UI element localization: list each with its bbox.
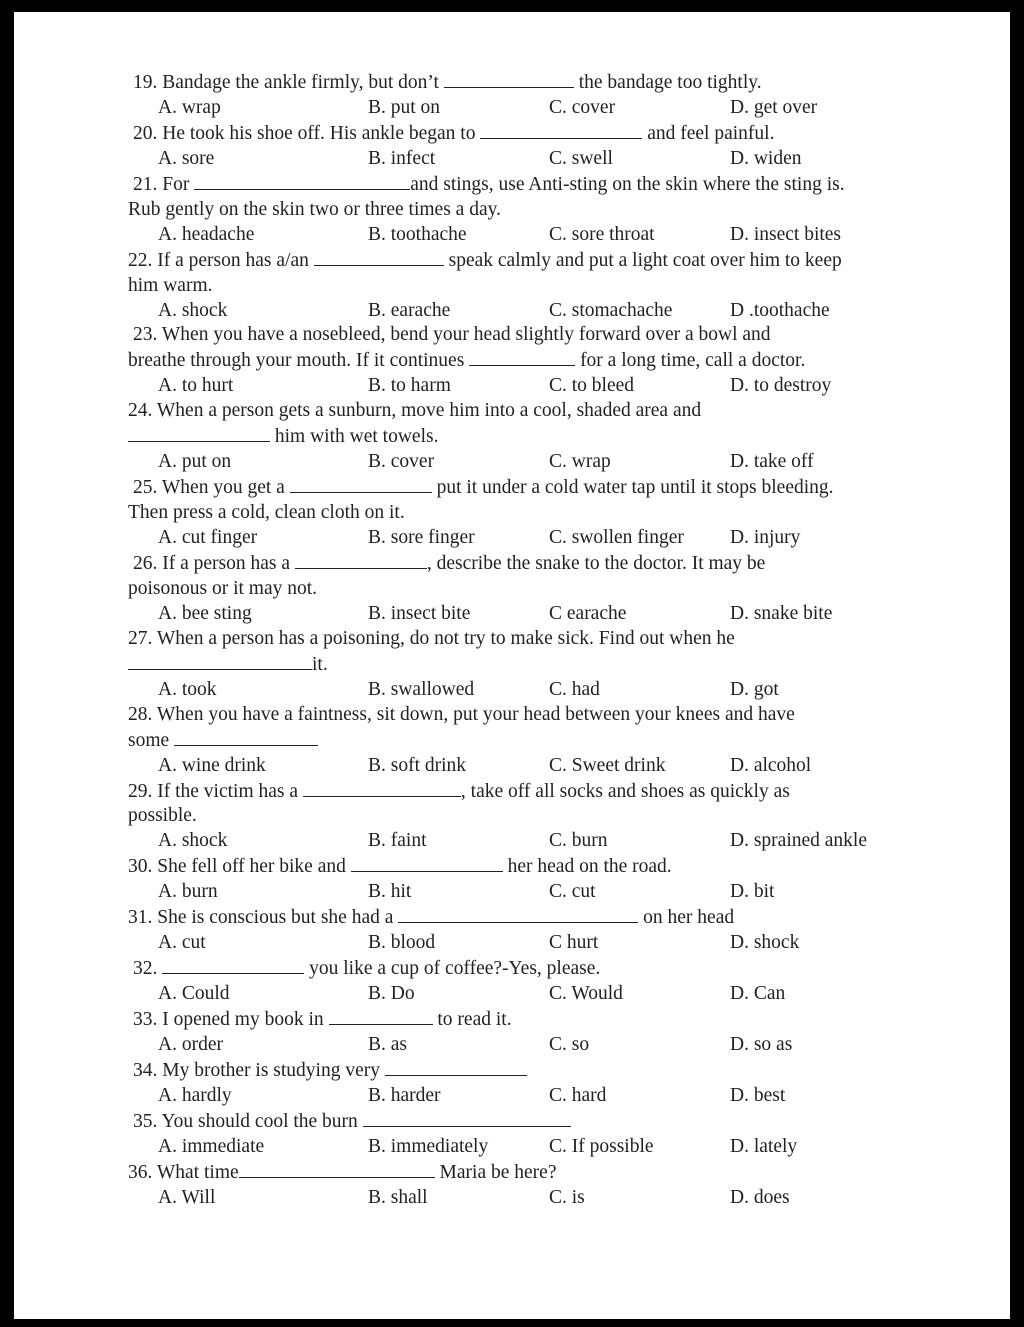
answer-blank[interactable] [363,1109,571,1127]
question-text: , take off all socks and shoes as quickly as [460,780,790,802]
question-33 [128,1007,928,1058]
question-22 [128,248,928,324]
question-20 [128,121,928,172]
question-list [128,70,928,1211]
question-21 [128,172,928,248]
question-text-line [128,1007,928,1033]
answer-option-a[interactable]: A. to hurt [158,375,234,397]
question-24 [128,399,928,475]
answer-blank[interactable] [174,728,318,746]
answer-option-c[interactable]: C. Sweet drink [549,754,666,776]
answer-option-b[interactable]: B. blood [368,932,436,954]
answer-option-d[interactable]: D. injury [730,527,801,549]
answer-option-a[interactable]: A. took [158,678,217,700]
question-36 [128,1160,928,1211]
question-text-line [128,703,928,728]
answer-options [128,147,928,172]
question-text-line [128,728,928,754]
answer-option-b[interactable]: B. immediately [368,1135,489,1157]
answer-blank[interactable] [162,956,304,974]
answer-blank[interactable] [469,348,575,366]
question-text: her head on the road. [502,856,672,878]
question-text: him warm. [128,274,213,296]
answer-options [128,678,928,703]
answer-option-a[interactable]: A. immediate [158,1135,265,1157]
answer-option-a[interactable]: A. shock [158,299,228,321]
answer-blank[interactable] [329,1007,433,1025]
answer-option-d[interactable]: D. take off [730,451,814,473]
question-text: and feel painful. [642,122,775,144]
answer-option-b[interactable]: B. put on [368,96,441,118]
answer-blank[interactable] [303,779,461,797]
question-text: on her head [638,907,735,929]
answer-option-a[interactable]: A. wrap [158,96,221,118]
answer-blank[interactable] [351,854,503,872]
question-text: speak calmly and put a light coat over him to keep [443,249,842,271]
answer-options [128,450,928,475]
question-text-line [128,274,928,299]
answer-option-c[interactable]: C. had [549,678,600,700]
answer-option-c[interactable]: C. so [549,1034,590,1055]
question-text: 32. [133,958,163,980]
answer-options [128,880,928,905]
answer-option-d[interactable]: D. lately [730,1135,798,1157]
question-text-line [128,779,928,805]
answer-option-c[interactable]: C. is [549,1186,585,1208]
question-text: 23. When you have a nosebleed, bend your head slightly forward over a bowl and [133,324,771,346]
question-text-line [128,652,928,678]
answer-option-b[interactable]: B. soft drink [368,754,467,776]
answer-options [128,223,928,248]
question-text: poisonous or it may not. [128,577,318,599]
answer-option-d[interactable]: D. get over [730,96,818,118]
answer-option-c[interactable]: C hurt [549,932,599,954]
answer-option-c[interactable]: C. Would [549,983,623,1005]
answer-option-a[interactable]: A. wine drink [158,754,266,776]
answer-option-c[interactable]: C. to bleed [549,375,635,397]
question-text: breathe through your mouth. If it continues [128,350,470,372]
question-text-line [128,905,928,931]
answer-option-d[interactable]: D. to destroy [730,375,832,397]
answer-option-d[interactable]: D. insect bites [730,223,842,245]
question-text: 22. If a person has a/an [128,249,314,271]
question-text-line [128,424,928,450]
question-text: for a long time, call a doctor. [575,350,806,372]
question-23 [128,323,928,399]
answer-option-c[interactable]: C. If possible [549,1135,654,1157]
question-text-line [128,551,928,577]
answer-option-b[interactable]: B. hit [368,881,412,903]
answer-option-c[interactable]: C. cover [549,96,616,118]
question-text: 24. When a person gets a sunburn, move him into a cool, shaded area and [128,400,702,422]
answer-blank[interactable] [128,424,270,442]
worksheet-page [14,12,1010,1319]
question-text-line [128,475,928,501]
answer-option-b[interactable]: B. insect bite [368,602,471,624]
answer-option-b[interactable]: B. harder [368,1084,441,1106]
question-text: 34. My brother is studying very [133,1059,385,1081]
question-text-line [128,70,928,96]
answer-options [128,1186,928,1211]
question-text-line [128,1058,928,1084]
question-text: 35. You should cool the burn [133,1110,363,1132]
answer-option-a[interactable]: A. burn [158,881,218,903]
answer-option-c[interactable]: C. sore throat [549,223,655,245]
answer-option-b[interactable]: B. sore finger [368,527,475,549]
question-text: possible. [128,805,197,827]
question-text: , describe the snake to the doctor. It may be [426,553,766,574]
answer-option-c[interactable]: C. cut [549,881,596,903]
answer-blank[interactable] [194,172,410,190]
answer-blank[interactable] [385,1058,527,1076]
question-text: 33. I opened my book in [133,1009,329,1031]
question-text-line [128,399,928,424]
answer-options [128,602,928,627]
question-34 [128,1058,928,1109]
question-text: 29. If the victim has a [128,780,303,802]
question-text-line [128,627,928,652]
answer-options [128,1084,928,1109]
question-text: 28. When you have a faintness, sit down, put your head between your knees and have [128,703,795,725]
answer-option-d[interactable]: D. alcohol [730,754,812,776]
question-26 [128,551,928,627]
answer-option-a[interactable]: A. order [158,1034,223,1055]
question-32 [128,956,928,1007]
answer-option-b[interactable]: B. to harm [368,375,451,397]
answer-option-b[interactable]: B. earache [368,299,451,321]
question-text-line [128,956,928,982]
question-30 [128,854,928,905]
answer-option-d[interactable]: D .toothache [730,299,830,321]
question-text: and stings, use Anti-sting on the skin where the sting is. [410,173,845,195]
answer-options [128,526,928,551]
question-text-line [128,1109,928,1135]
answer-option-c[interactable]: C. wrap [549,451,611,473]
answer-option-a[interactable]: A. shock [158,830,228,852]
question-text: 31. She is conscious but she had a [128,907,399,929]
answer-options [128,754,928,779]
question-28 [128,703,928,779]
answer-option-a[interactable]: A. bee sting [158,602,252,624]
answer-option-c[interactable]: C. stomachache [549,299,673,321]
question-text: put it under a cold water tap until it stops bleeding. [431,477,834,499]
question-text-line [128,854,928,880]
answer-option-d[interactable]: D. sprained ankle [730,830,867,852]
question-text: 20. He took his shoe off. His ankle began to [133,122,481,144]
question-text: it. [312,653,328,675]
answer-option-d[interactable]: D. got [730,678,779,700]
answer-options [128,96,928,121]
answer-option-c[interactable]: C. swell [549,147,613,169]
answer-option-d[interactable]: D. snake bite [730,602,833,624]
question-text-line [128,121,928,147]
question-text: 27. When a person has a poisoning, do not try to make sick. Find out when he [128,627,735,649]
answer-blank[interactable] [314,248,444,266]
question-27 [128,627,928,703]
question-text: 26. If a person has a [133,553,295,574]
answer-option-c[interactable]: C. hard [549,1084,607,1106]
question-text-line [128,198,928,223]
question-text: 19. Bandage the ankle firmly, but don’t [133,72,444,93]
answer-option-d[interactable]: D. best [730,1084,786,1106]
question-text-line [128,172,928,198]
answer-option-a[interactable]: A. cut finger [158,527,258,549]
answer-options [128,1033,928,1058]
question-text-line [128,577,928,602]
question-text: Maria be here? [434,1161,557,1183]
answer-options [128,829,928,854]
answer-options [128,931,928,956]
answer-options [128,374,928,399]
answer-option-a[interactable]: A. sore [158,147,215,169]
answer-blank[interactable] [290,475,432,493]
answer-option-d[interactable]: D. shock [730,932,800,954]
question-text: 25. When you get a [133,477,290,499]
question-text: 30. She fell off her bike and [128,856,351,878]
answer-option-c[interactable]: C earache [549,602,627,624]
question-text-line [128,804,928,829]
answer-option-a[interactable]: A. headache [158,223,255,245]
answer-blank[interactable] [398,905,638,923]
question-text: to read it. [432,1009,512,1031]
answer-options [128,982,928,1007]
question-35 [128,1109,928,1160]
answer-option-b[interactable]: B. cover [368,451,435,473]
question-text: some [128,729,175,751]
question-text-line [128,501,928,526]
answer-option-b[interactable]: B. swallowed [368,678,475,700]
question-19 [128,70,928,121]
answer-option-b[interactable]: B. faint [368,830,427,852]
question-text: him with wet towels. [270,426,439,448]
question-25 [128,475,928,551]
answer-option-d[interactable]: D. widen [730,147,802,169]
answer-option-c[interactable]: C. burn [549,830,608,852]
question-text-line [128,248,928,274]
question-text-line [128,348,928,374]
answer-option-a[interactable]: A. Will [158,1186,216,1208]
answer-option-d[interactable]: D. Can [730,983,786,1005]
answer-option-b[interactable]: B. Do [368,983,415,1005]
answer-option-b[interactable]: B. infect [368,147,436,169]
answer-blank[interactable] [444,70,574,88]
question-text: 36. What time [128,1161,239,1183]
answer-option-c[interactable]: C. swollen finger [549,527,684,549]
question-text-line [128,323,928,348]
question-text: you like a cup of coffee?-Yes, please. [304,958,601,980]
question-text: the bandage too tightly. [573,72,762,93]
answer-option-a[interactable]: A. cut [158,932,206,954]
answer-option-d[interactable]: D. so as [730,1034,793,1055]
question-text-line [128,1160,928,1186]
answer-option-a[interactable]: A. hardly [158,1084,232,1106]
answer-option-a[interactable]: A. put on [158,451,232,473]
answer-blank[interactable] [239,1160,435,1178]
answer-blank[interactable] [480,121,642,139]
question-text: 21. For [133,173,195,195]
question-29 [128,779,928,855]
answer-blank[interactable] [295,551,427,569]
question-31 [128,905,928,956]
answer-option-b[interactable]: B. shall [368,1186,428,1208]
answer-option-d[interactable]: D. does [730,1186,790,1208]
answer-option-a[interactable]: A. Could [158,983,230,1005]
question-text: Then press a cold, clean cloth on it. [128,502,405,524]
answer-option-b[interactable]: B. toothache [368,223,467,245]
answer-options [128,1135,928,1160]
answer-options [128,299,928,324]
question-text: Rub gently on the skin two or three times a day. [128,198,501,220]
answer-blank[interactable] [128,652,312,670]
answer-option-d[interactable]: D. bit [730,881,775,903]
answer-option-b[interactable]: B. as [368,1034,407,1055]
